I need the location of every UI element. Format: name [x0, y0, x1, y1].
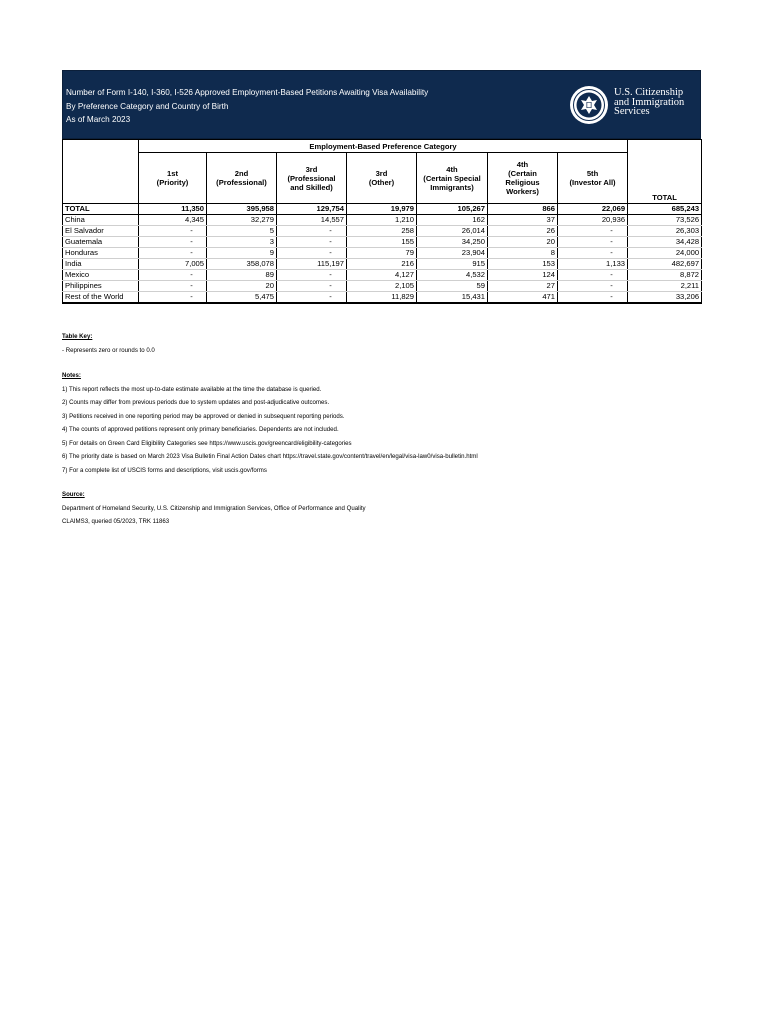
value-cell: 11,350	[139, 204, 207, 215]
country-cell: Philippines	[63, 281, 139, 292]
preference-category-header: Employment-Based Preference Category	[139, 140, 628, 153]
report-sheet	[62, 70, 701, 304]
petitions-table	[62, 139, 702, 304]
table-row	[63, 270, 702, 281]
note-item: 7) For a complete list of USCIS forms and descriptions, visit uscis.gov/forms	[62, 466, 267, 474]
value-cell: 9	[207, 248, 277, 259]
value-cell: 34,250	[417, 237, 488, 248]
column-header	[277, 153, 347, 204]
value-cell: 7,005	[139, 259, 207, 270]
table-body	[63, 204, 702, 304]
note-item: 1) This report reflects the most up-to-date estimate available at the time the database is queried.	[62, 385, 322, 393]
value-cell: 26	[488, 226, 558, 237]
notes-list	[62, 383, 662, 478]
value-cell: 26,014	[417, 226, 488, 237]
dhs-seal-icon	[569, 85, 609, 125]
column-header-line: (Priority)	[156, 178, 189, 187]
value-cell: -	[558, 248, 628, 259]
value-cell: 5	[207, 226, 277, 237]
value-cell: 4,345	[139, 215, 207, 226]
country-cell: Mexico	[63, 270, 139, 281]
total-column-header: TOTAL	[628, 140, 702, 204]
country-header-blank	[63, 140, 139, 204]
agency-name-line: and Immigration	[614, 96, 685, 108]
country-cell: TOTAL	[63, 204, 139, 215]
value-cell: -	[277, 248, 347, 259]
column-header-line: 1st	[167, 169, 178, 178]
column-header-line: (Other)	[368, 178, 395, 187]
value-cell: 4,127	[347, 270, 417, 281]
table-row	[63, 237, 702, 248]
value-cell: 866	[488, 204, 558, 215]
column-header-line: 4th	[516, 160, 529, 169]
report-title-block	[66, 86, 428, 127]
country-cell: Guatemala	[63, 237, 139, 248]
column-header-line: 2nd	[234, 169, 249, 178]
value-cell: 395,958	[207, 204, 277, 215]
column-header	[488, 153, 558, 204]
value-cell: -	[277, 292, 347, 304]
value-cell: 5,475	[207, 292, 277, 304]
value-cell: 258	[347, 226, 417, 237]
column-header	[207, 153, 277, 204]
value-cell: 22,069	[558, 204, 628, 215]
table-row	[63, 259, 702, 270]
value-cell: 129,754	[277, 204, 347, 215]
value-cell: -	[277, 237, 347, 248]
column-header	[347, 153, 417, 204]
value-cell: 105,267	[417, 204, 488, 215]
source-section	[62, 488, 662, 529]
total-row	[63, 204, 702, 215]
value-cell: 162	[417, 215, 488, 226]
value-cell: 19,979	[347, 204, 417, 215]
report-title: Number of Form I-140, I-360, I-526 Approved Employment-Based Petitions Awaiting Visa Availability	[66, 88, 429, 97]
country-cell: China	[63, 215, 139, 226]
value-cell: -	[139, 248, 207, 259]
value-cell: 358,078	[207, 259, 277, 270]
row-total-cell: 33,206	[628, 292, 702, 304]
value-cell: 2,105	[347, 281, 417, 292]
value-cell: 20	[207, 281, 277, 292]
report-subtitle: By Preference Category and Country of Birth	[66, 101, 229, 111]
value-cell: -	[277, 281, 347, 292]
table-key-text: - Represents zero or rounds to 0.0	[62, 346, 155, 354]
row-total-cell: 2,211	[628, 281, 702, 292]
table-row	[63, 292, 702, 304]
value-cell: 89	[207, 270, 277, 281]
value-cell: -	[277, 270, 347, 281]
row-total-cell: 73,526	[628, 215, 702, 226]
agency-name-line: U.S. Citizenship	[614, 87, 684, 98]
value-cell: -	[139, 281, 207, 292]
value-cell: 915	[417, 259, 488, 270]
value-cell: 20	[488, 237, 558, 248]
source-query-text: CLAIMS3, queried 05/2023, TRK 11863	[62, 518, 170, 525]
value-cell: 15,431	[417, 292, 488, 304]
row-total-cell: 34,428	[628, 237, 702, 248]
country-cell: Rest of the World	[63, 292, 139, 304]
value-cell: -	[558, 226, 628, 237]
value-cell: 14,557	[277, 215, 347, 226]
value-cell: -	[558, 270, 628, 281]
notes-heading: Notes:	[62, 372, 81, 379]
value-cell: 1,210	[347, 215, 417, 226]
value-cell: 216	[347, 259, 417, 270]
column-header-line: Religious	[505, 178, 540, 187]
value-cell: 27	[488, 281, 558, 292]
column-header-line: (Professional	[287, 173, 336, 183]
value-cell: 8	[488, 248, 558, 259]
value-cell: 4,532	[417, 270, 488, 281]
source-heading: Source:	[62, 491, 85, 498]
row-total-cell: 482,697	[628, 259, 702, 270]
row-total-cell: 26,303	[628, 226, 702, 237]
country-cell: Honduras	[63, 248, 139, 259]
table-row	[63, 226, 702, 237]
row-total-cell: 24,000	[628, 248, 702, 259]
value-cell: 11,829	[347, 292, 417, 304]
value-cell: 32,279	[207, 215, 277, 226]
table-key-heading: Table Key:	[62, 333, 93, 340]
value-cell: 59	[417, 281, 488, 292]
column-header-line: and Skilled)	[290, 182, 333, 192]
table-row	[63, 248, 702, 259]
country-cell: India	[63, 259, 139, 270]
value-cell: 115,197	[277, 259, 347, 270]
value-cell: -	[277, 226, 347, 237]
note-item: 3) Petitions received in one reporting period may be approved or denied in subsequent reporting periods.	[62, 412, 345, 420]
value-cell: 3	[207, 237, 277, 248]
value-cell: 155	[347, 237, 417, 248]
agency-name-line: Services	[614, 106, 650, 117]
note-item: 2) Counts may differ from previous periods due to system updates and post-adjudicative outcomes.	[62, 399, 330, 406]
column-header-line: (Certain Special	[423, 173, 481, 183]
value-cell: 37	[488, 215, 558, 226]
value-cell: 23,904	[417, 248, 488, 259]
column-header-line: 3rd	[305, 164, 318, 174]
column-header-line: 3rd	[375, 169, 388, 178]
column-header	[558, 153, 628, 204]
column-header	[417, 153, 488, 204]
value-cell: 124	[488, 270, 558, 281]
value-cell: -	[558, 237, 628, 248]
agency-name	[614, 88, 684, 117]
row-total-cell: 685,243	[628, 204, 702, 215]
value-cell: 79	[347, 248, 417, 259]
value-cell: -	[139, 226, 207, 237]
column-header-line: (Professional)	[216, 178, 267, 187]
country-cell: El Salvador	[63, 226, 139, 237]
report-date: As of March 2023	[66, 115, 131, 124]
value-cell: -	[139, 237, 207, 248]
value-cell: 1,133	[558, 259, 628, 270]
value-cell: 471	[488, 292, 558, 304]
column-header-line: Immigrants)	[430, 182, 474, 192]
column-header-line: 4th	[446, 164, 458, 174]
value-cell: -	[139, 292, 207, 304]
column-header-line: Workers)	[506, 187, 539, 196]
note-item: 6) The priority date is based on March 2023 Visa Bulletin Final Action Dates chart https://travel.state.gov/content/travel/en/legal/visa-law0/visa-bulletin.html	[62, 453, 478, 460]
note-item: 4) The counts of approved petitions represent only primary beneficiaries. Dependents are not included.	[62, 426, 339, 433]
report-banner	[62, 70, 701, 139]
table-key-section	[62, 330, 662, 357]
value-cell: 20,936	[558, 215, 628, 226]
table-row	[63, 215, 702, 226]
value-cell: -	[558, 292, 628, 304]
row-total-cell: 8,872	[628, 270, 702, 281]
table-row	[63, 281, 702, 292]
value-cell: -	[139, 270, 207, 281]
source-text: Department of Homeland Security, U.S. Citizenship and Immigration Services, Office of Performance and Quality	[62, 504, 366, 512]
notes-section	[62, 369, 662, 477]
column-header	[139, 153, 207, 204]
note-item: 5) For details on Green Card Eligibility Categories see https://www.uscis.gov/greencard/eligibility-categories	[62, 439, 352, 447]
column-header-line: (Investor All)	[569, 178, 616, 187]
column-header-line: (Certain	[508, 169, 537, 178]
value-cell: -	[558, 281, 628, 292]
value-cell: 153	[488, 259, 558, 270]
column-header-line: 5th	[586, 169, 599, 178]
